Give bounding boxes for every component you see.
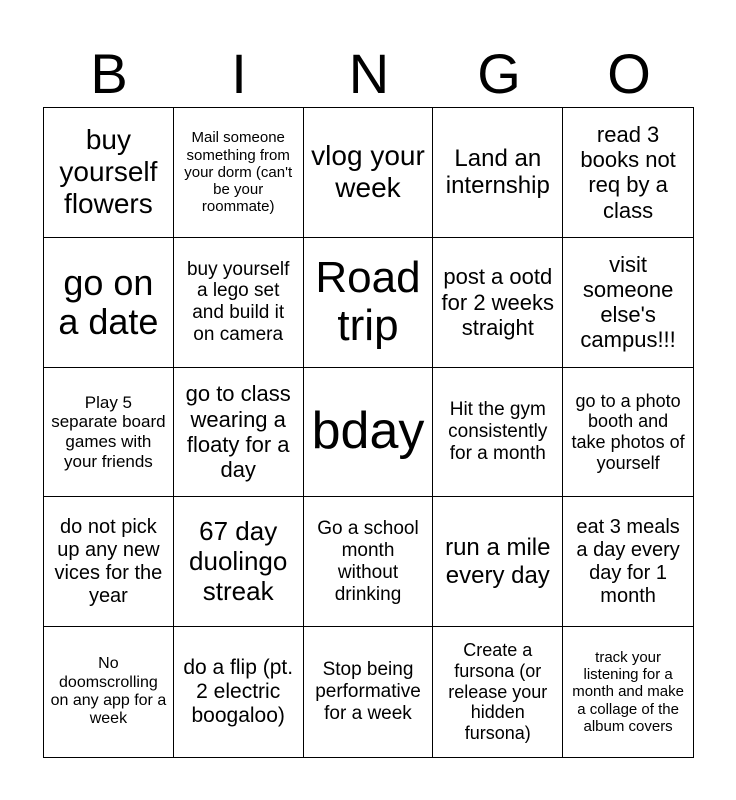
bingo-cell-r1c2[interactable]: Mail someone something from your dorm (can't be your roommate) <box>174 108 304 238</box>
header-letter-b: B <box>90 42 128 105</box>
bingo-cell-r2c2[interactable]: buy yourself a lego set and build it on camera <box>174 238 304 368</box>
bingo-cell-r4c4[interactable]: run a mile every day <box>433 497 563 627</box>
bingo-header <box>44 40 694 108</box>
bingo-cell-r1c5[interactable]: read 3 books not req by a class <box>563 108 693 238</box>
bingo-cell-r1c4[interactable]: Land an internship <box>433 108 563 238</box>
bingo-cell-r3c2[interactable]: go to class wearing a floaty for a day <box>174 368 304 498</box>
bingo-cell-r3c1[interactable]: Play 5 separate board games with your friends <box>44 368 174 498</box>
bingo-cell-r2c1[interactable]: go on a date <box>44 238 174 368</box>
bingo-cell-r3c5[interactable]: go to a photo booth and take photos of yourself <box>563 368 693 498</box>
bingo-cell-r2c4[interactable]: post a ootd for 2 weeks straight <box>433 238 563 368</box>
bingo-cell-r4c1[interactable]: do not pick up any new vices for the year <box>44 497 174 627</box>
bingo-cell-r2c5[interactable]: visit someone else's campus!!! <box>563 238 693 368</box>
bingo-cell-r5c5[interactable]: track your listening for a month and make a collage of the album covers <box>572 648 684 735</box>
bingo-cell-r1c3[interactable]: vlog your week <box>304 108 434 238</box>
bingo-cell-r3c4[interactable]: Hit the gym consistently for a month <box>433 368 563 498</box>
bingo-cell-r5c4[interactable]: Create a fursona (or release your hidden fursona) <box>433 627 563 757</box>
header-letter-g: G <box>477 42 521 105</box>
bingo-cell-r2c3[interactable]: Road trip <box>304 238 434 368</box>
bingo-cell-r4c5[interactable]: eat 3 meals a day every day for 1 month <box>563 497 693 627</box>
header-letter-i: I <box>231 42 247 105</box>
bingo-cell-r1c1[interactable]: buy yourself flowers <box>44 108 174 238</box>
bingo-cell-r3c3[interactable]: bday <box>304 368 434 498</box>
header-letter-o: O <box>607 42 651 105</box>
header-letter-n: N <box>348 42 390 105</box>
bingo-cell-r4c3[interactable]: Go a school month without drinking <box>304 497 434 627</box>
bingo-cell-r5c3[interactable]: Stop being performative for a week <box>304 627 434 757</box>
bingo-cell-r5c1[interactable]: No doomscrolling on any app for a week <box>44 627 174 757</box>
bingo-board <box>43 107 694 758</box>
bingo-cell-r4c2[interactable]: 67 day duolingo streak <box>174 497 304 627</box>
bingo-cell-r5c2[interactable]: do a flip (pt. 2 electric boogaloo) <box>174 627 304 757</box>
